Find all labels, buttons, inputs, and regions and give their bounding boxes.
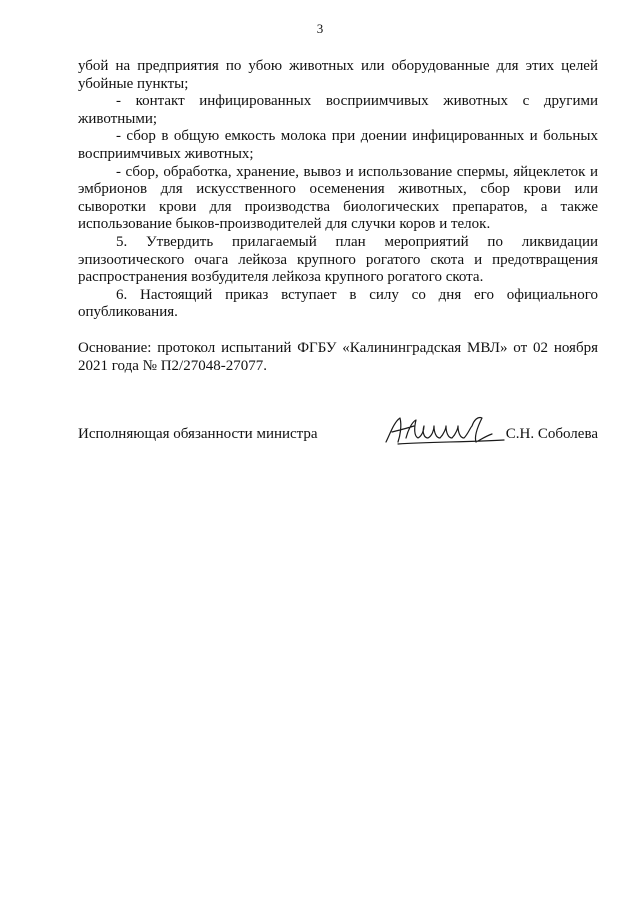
paragraph-slaughter: убой на предприятия по убою животных или оборудованные для этих целей убойные пункты; [78,58,598,92]
page-number: 3 [316,21,324,36]
document-body [78,58,598,375]
paragraph-contact: - контакт инфицированных восприимчивых животных с другими животными; [78,93,598,127]
paragraph-sperm: - сбор, обработка, хранение, вывоз и использование спермы, яйцеклеток и эмбрионов для искусственного осеменения животных, сбор крови или сыворотки крови для производства биологических препаратов, а также использование быков-производителей для случки коров и телок. [78,163,598,233]
signature-block [78,412,598,452]
handwritten-signature-icon [378,412,518,448]
signer-name: С.Н. Соболева [505,426,598,442]
paragraph-milk: - сбор в общую емкость молока при доении инфицированных и больных восприимчивых животных; [78,128,598,162]
signer-title: Исполняющая обязанности министра [78,426,318,442]
paragraph-item-6: 6. Настоящий приказ вступает в силу со дня его официального опубликования. [78,286,598,321]
basis-text: Основание: протокол испытаний ФГБУ «Калининградская МВЛ» от 02 ноября 2021 года № П2/27048-27077. [78,339,598,374]
paragraph-item-5: 5. Утвердить прилагаемый план мероприятий по ликвидации эпизоотического очага лейкоза крупного рогатого скота и предотвращения распространения возбудителя лейкоза крупного рогатого скота. [78,233,598,286]
